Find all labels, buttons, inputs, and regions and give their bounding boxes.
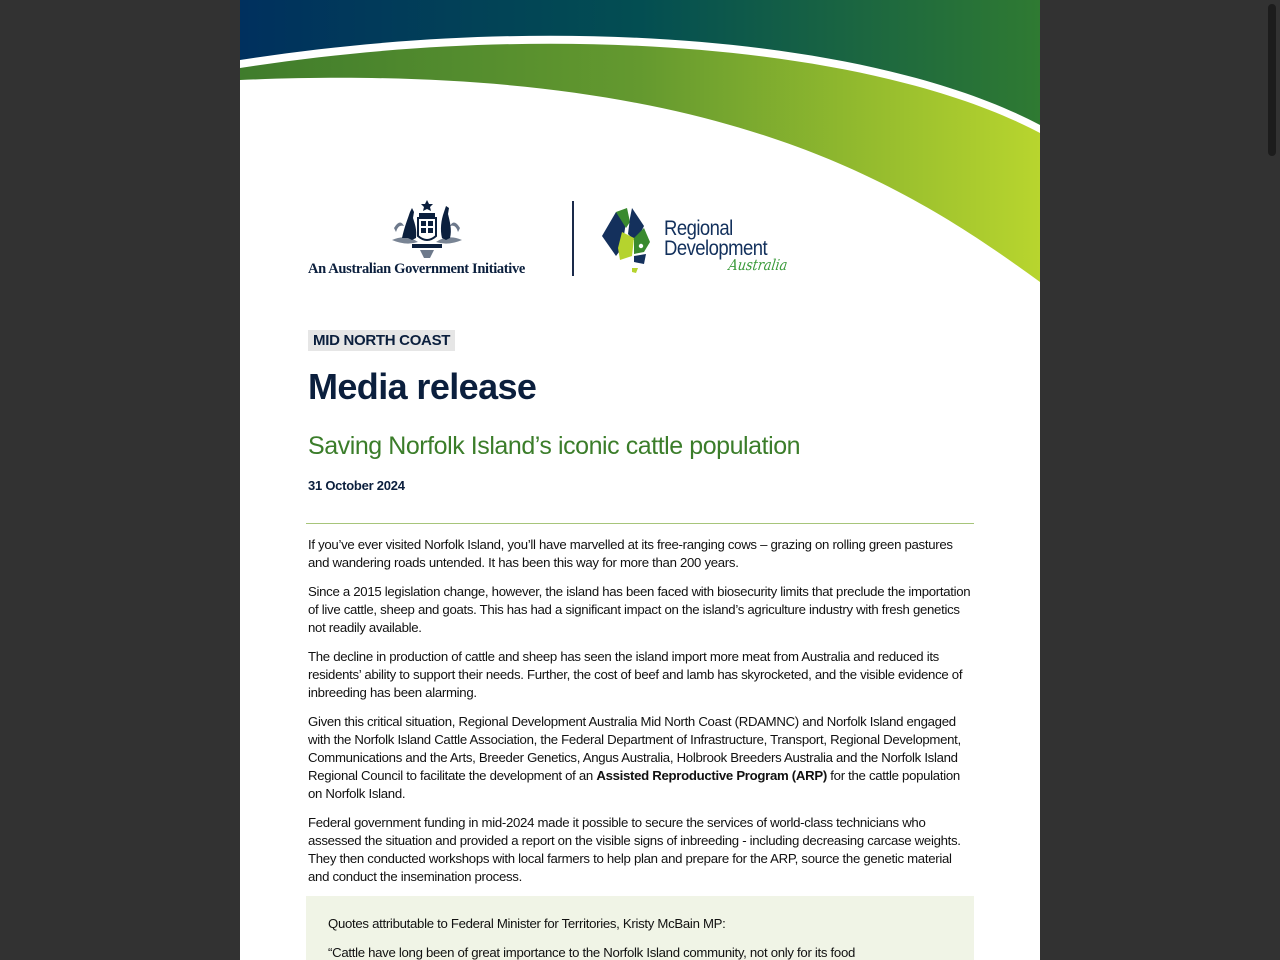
- region-tag: MID NORTH COAST: [308, 330, 455, 351]
- vertical-scrollbar[interactable]: [1266, 0, 1280, 960]
- body-text: [308, 536, 974, 897]
- logo-divider: [572, 201, 574, 276]
- paragraph: [308, 713, 974, 803]
- rda-regional-text: Regional: [664, 217, 733, 240]
- paragraph: Federal government funding in mid-2024 made it possible to secure the services of world-class technicians who assessed the situation and provided a report on the visible signs of inbreeding - including decreasing carcase weights. They then conducted workshops with local farmers to help plan and prepare for the ARP, source the genetic material and conduct the insemination process.: [308, 815, 961, 884]
- paragraph: Since a 2015 legislation change, however, the island has been faced with biosecurity limits that preclude the importation of live cattle, sheep and goats. This has had a significant impact on the island’s agriculture industry with fresh genetics not readily available.: [308, 584, 971, 635]
- page-title: Media release: [308, 366, 537, 407]
- program-name: Assisted Reproductive Program (ARP): [596, 768, 827, 783]
- government-initiative-text: An Australian Government Initiative: [308, 261, 525, 277]
- paragraph: If you’ve ever visited Norfolk Island, you’ll have marvelled at its free-ranging cows – grazing on rolling green pastures and wandering roads untended. It has been this way for more than 200 years.: [308, 537, 953, 570]
- section-divider: [306, 523, 974, 524]
- quote-box: [306, 896, 974, 960]
- australia-map-icon: [600, 208, 660, 274]
- scrollbar-thumb[interactable]: [1268, 4, 1276, 156]
- paragraph: The decline in production of cattle and sheep has seen the island import more meat from Australia and reduced its residents’ ability to support their needs. Further, the cost of beef and lamb has skyrocketed, and the visible evidence of inbreeding has been alarming.: [308, 649, 963, 700]
- release-date: 31 October 2024: [308, 478, 405, 493]
- australian-government-logo: [308, 198, 548, 280]
- document-page: [240, 0, 1040, 960]
- release-headline: Saving Norfolk Island’s iconic cattle population: [308, 432, 801, 460]
- coat-of-arms-icon: [386, 198, 468, 260]
- quote-attribution: Quotes attributable to Federal Minister for Territories, Kristy McBain MP:: [328, 916, 726, 931]
- quote-text: “Cattle have long been of great importance to the Norfolk Island community, not only for its food: [328, 945, 856, 960]
- rda-australia-text: Australia: [727, 256, 789, 274]
- rda-development-text: Development: [664, 237, 768, 260]
- paragraph-text: for the cattle population on Norfolk Island.: [308, 768, 960, 801]
- paragraph-text: Given this critical situation, Regional Development Australia Mid North Coast (RDAMNC) and Norfolk Island engaged with the Norfolk Island Cattle Association, the Federal Department of Infrastructure, Transport, Regional Development, Communications and the Arts, Breeder Genetics, Angus Australia, Holbrook Breeders Australia and the Norfolk Island Regional Council to facilitate the development of an: [308, 714, 961, 783]
- regional-development-australia-logo: [600, 208, 810, 280]
